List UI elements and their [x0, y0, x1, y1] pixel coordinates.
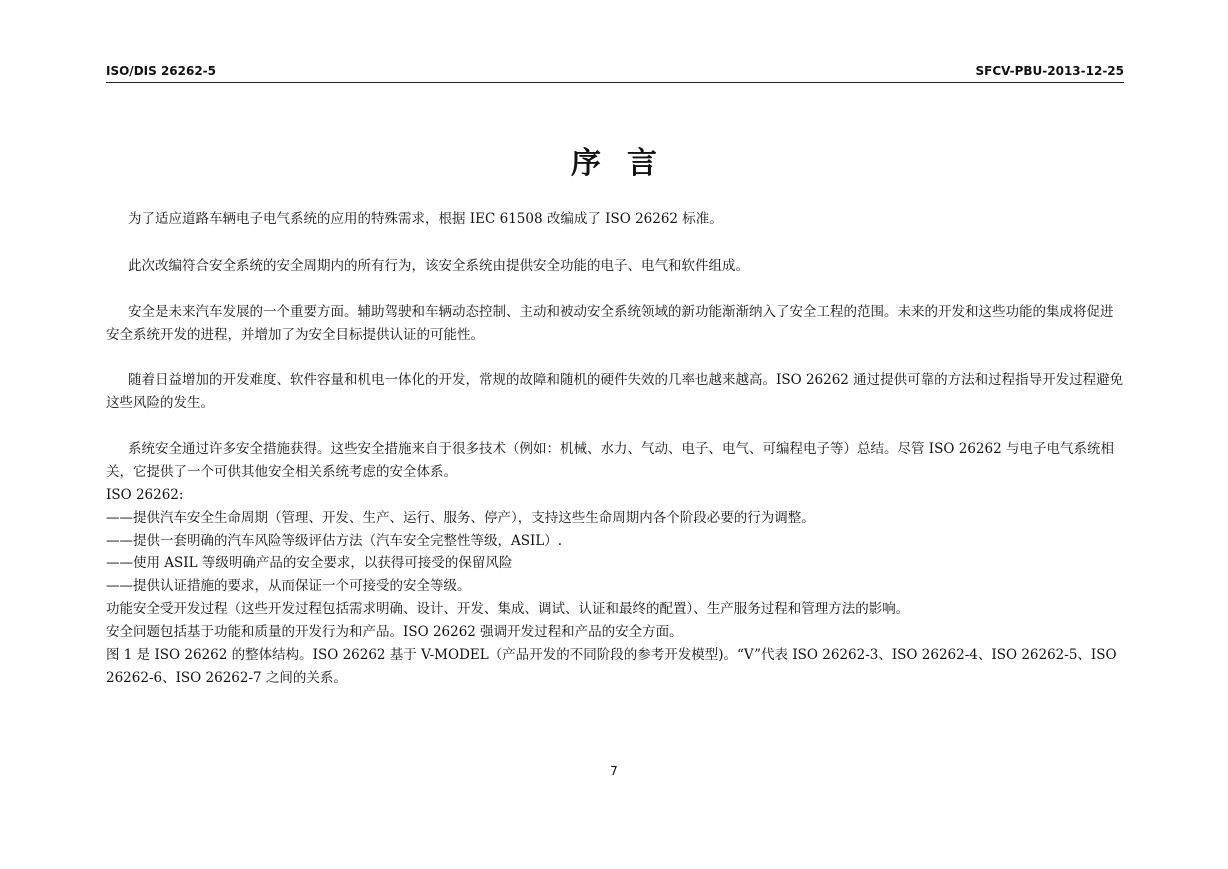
list-item: ——提供认证措施的要求，从而保证一个可接受的安全等级。	[106, 578, 471, 594]
paragraph-5: 系统安全通过许多安全措施获得。这些安全措施来自于很多技术（例如：机械、水力、气动、电子、电气、可编程电子等）总结。尽管 ISO 26262 与电子电气系统相关，它提供了一个可供其他安全相关系统考虑的安全体系。	[106, 441, 1114, 480]
paragraph-4: 随着日益增加的开发难度、软件容量和机电一体化的开发，常规的故障和随机的硬件失效的几率也越来越高。ISO 26262 通过提供可靠的方法和过程指导开发过程避免这些风险的发生。	[106, 372, 1124, 411]
page-title: 序言	[571, 146, 683, 181]
paragraph-1: 为了适应道路车辆电子电气系统的应用的特殊需求，根据 IEC 61508 改编成了 ISO 26262 标准。	[128, 211, 723, 227]
page-header	[106, 64, 1124, 83]
closing-paragraph-1: 功能安全受开发过程（这些开发过程包括需求明确、设计、开发、集成、调试、认证和最终的配置）、生产服务过程和管理方法的影响。	[106, 601, 910, 617]
list-intro: ISO 26262:	[106, 487, 184, 503]
list-item: ——使用 ASIL 等级明确产品的安全要求，以获得可接受的保留风险	[106, 555, 513, 571]
page-number: 7	[610, 764, 618, 778]
closing-paragraph-2: 安全问题包括基于功能和质量的开发行为和产品。ISO 26262 强调开发过程和产品的安全方面。	[106, 624, 683, 640]
closing-paragraph-3: 图 1 是 ISO 26262 的整体结构。ISO 26262 基于 V-MODEL（产品开发的不同阶段的参考开发模型)。“V”代表 ISO 26262-3、ISO 26262-4、ISO 26262-5、ISO 26262-6、ISO 26262-7 之间的关系。	[106, 647, 1117, 686]
list-item: ——提供一套明确的汽车风险等级评估方法（汽车安全完整性等级，ASIL）.	[106, 533, 563, 549]
header-doc-code: SFCV-PBU-2013-12-25	[975, 64, 1124, 78]
list-item: ——提供汽车安全生命周期（管理、开发、生产、运行、服务、停产），支持这些生命周期内各个阶段必要的行为调整。	[106, 510, 815, 526]
paragraph-3: 安全是未来汽车发展的一个重要方面。辅助驾驶和车辆动态控制、主动和被动安全系统领域的新功能渐渐纳入了安全工程的范围。未来的开发和这些功能的集成将促进安全系统开发的进程，并增加了为安全目标提供认证的可能性。	[106, 304, 1114, 343]
header-standard-id: ISO/DIS 26262-5	[106, 64, 217, 78]
paragraph-2: 此次改编符合安全系统的安全周期内的所有行为，该安全系统由提供安全功能的电子、电气和软件组成。	[128, 258, 749, 274]
